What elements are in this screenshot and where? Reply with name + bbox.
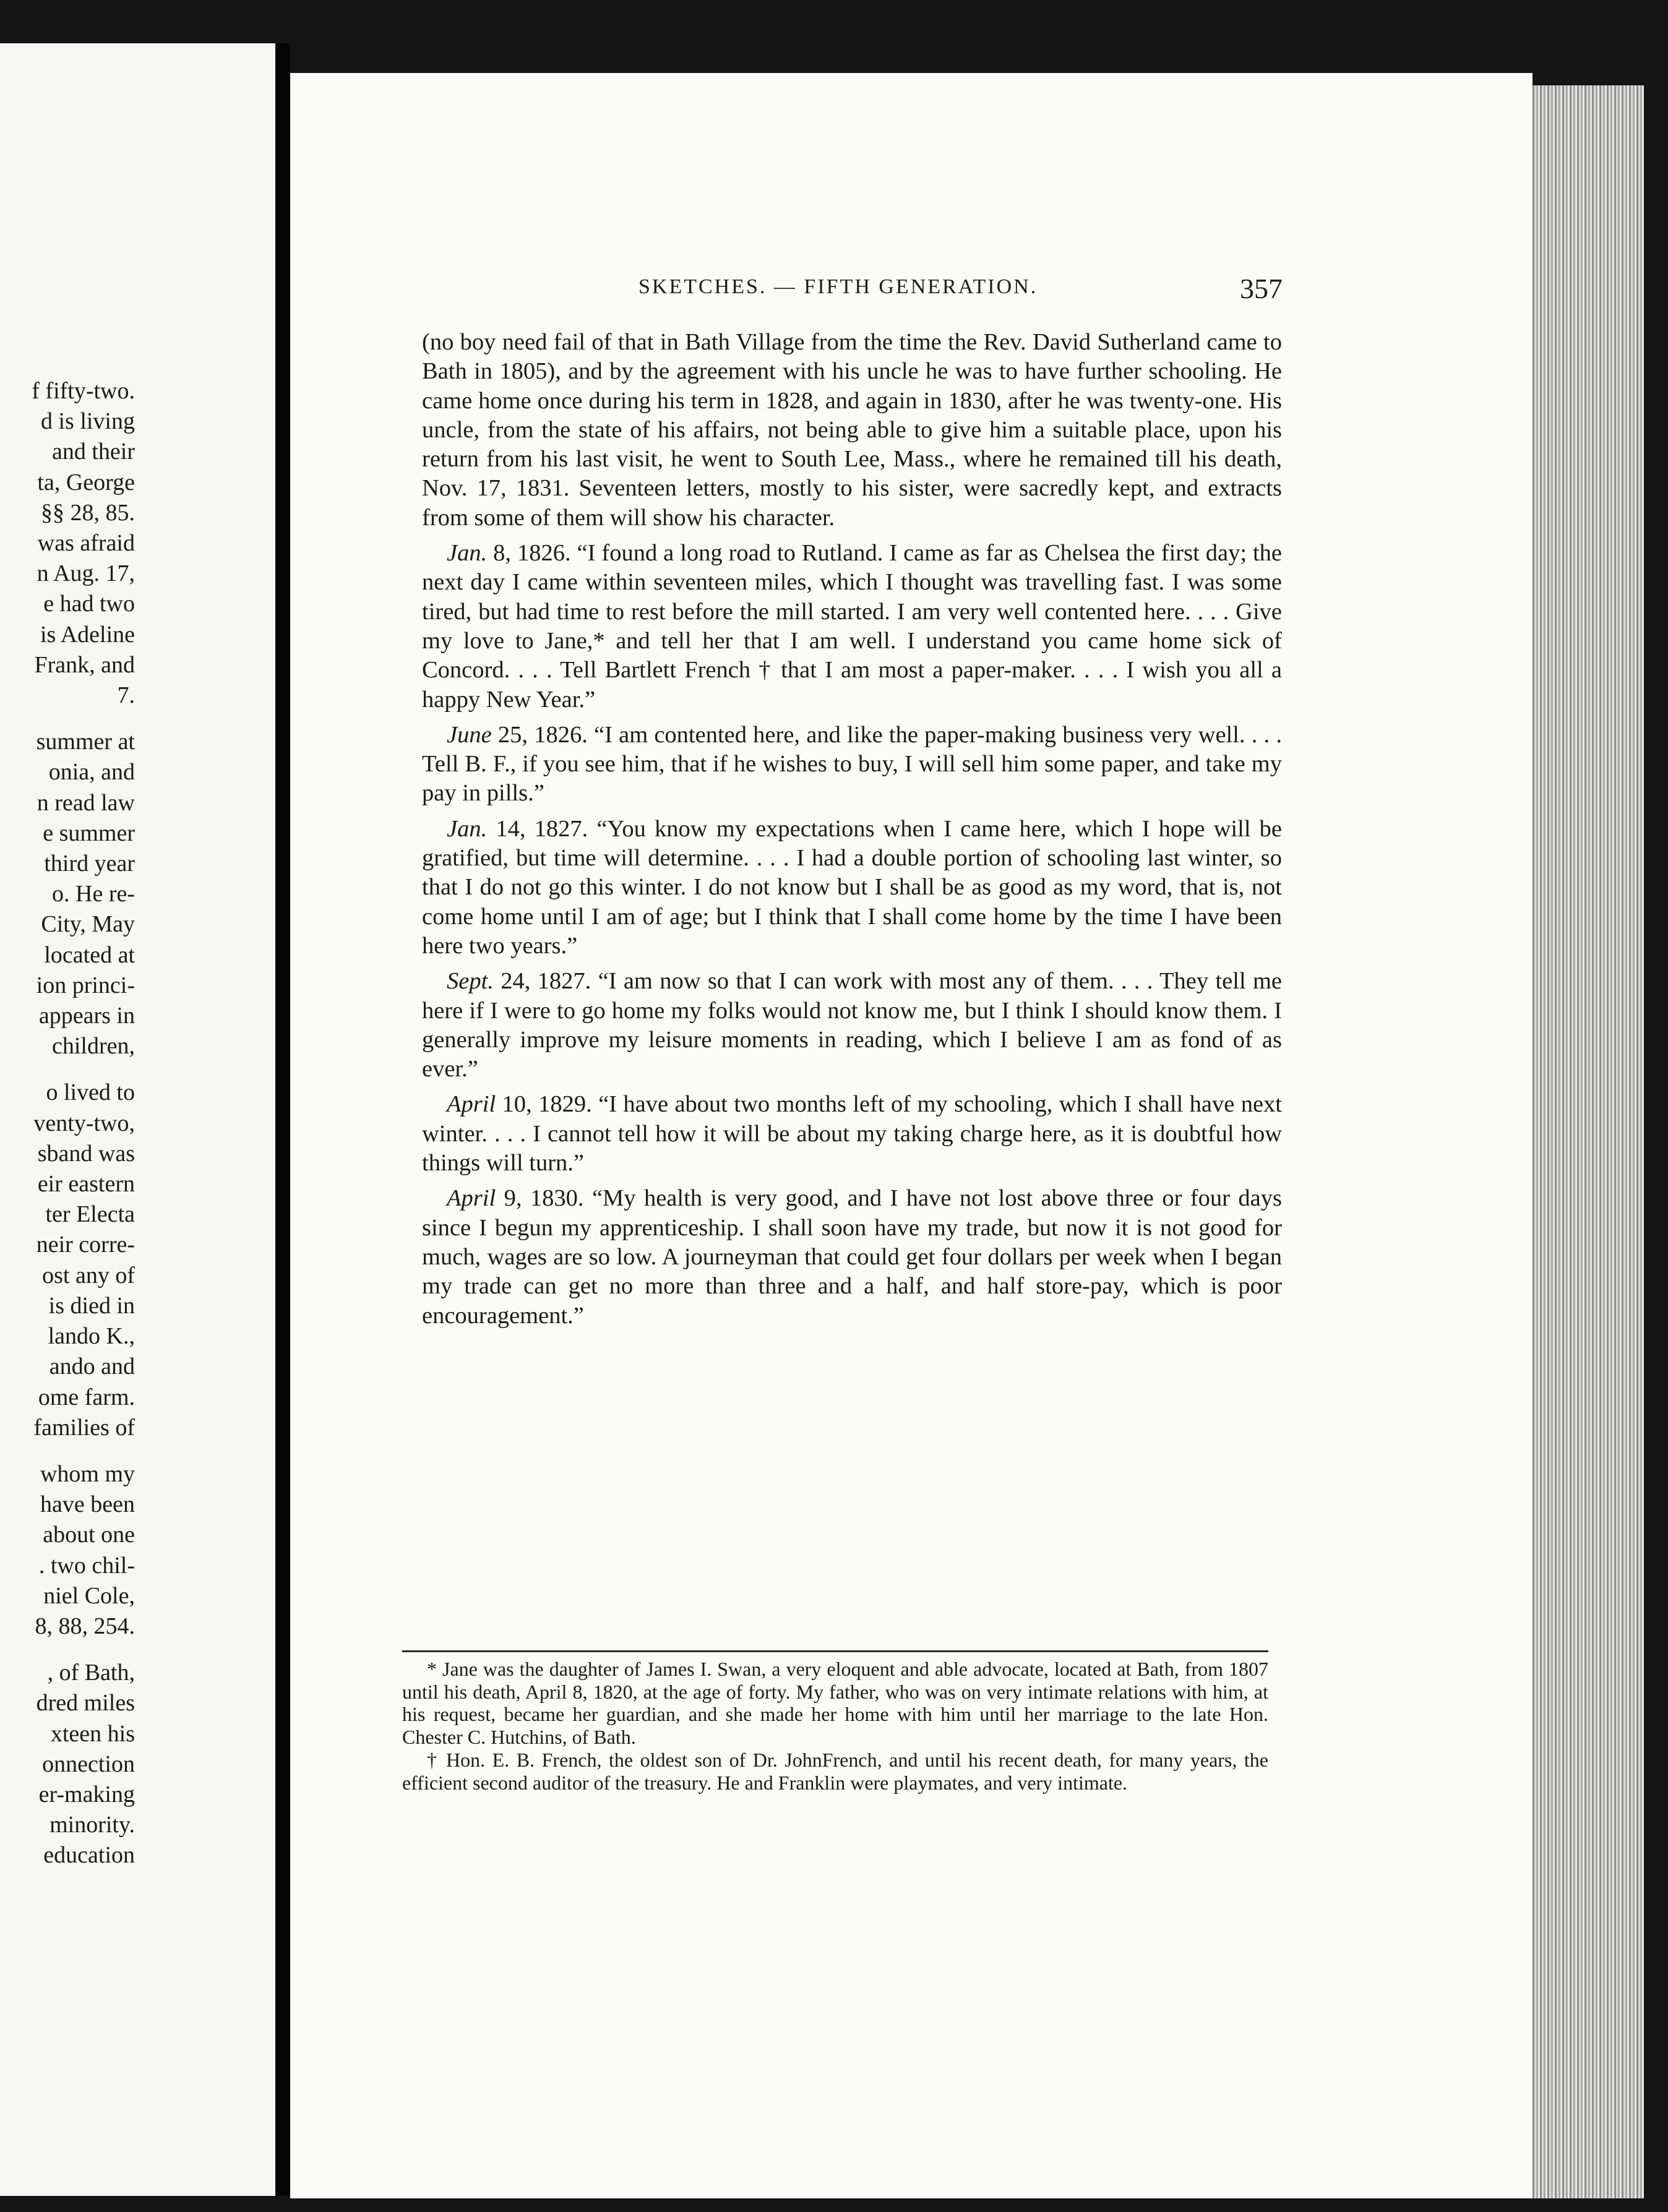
running-head: SKETCHES. — FIFTH GENERATION. — [638, 275, 1038, 298]
footnote: † Hon. E. B. French, the oldest son of Dr. JohnFrench, and until his recent death, for many years, the efficient second auditor of the treasury. He and Franklin were playmates, and very intimate. — [402, 1748, 1268, 1794]
text-line: lando K., — [48, 1323, 135, 1350]
text-line: o lived to — [46, 1079, 135, 1106]
footnote-divider — [402, 1650, 1268, 1652]
text-line: have been — [40, 1491, 135, 1518]
page-number: 357 — [1240, 273, 1283, 304]
entry-month: June — [447, 721, 492, 748]
entry-text: 25, 1826. “I am contented here, and like the paper-making business very well. . . . Tell B. F., if you see him, that if he wishes to buy, I will sell him some paper, and take my pay in pills.” — [422, 721, 1282, 807]
previous-page-text — [0, 376, 135, 1871]
entry-month: April — [447, 1091, 496, 1118]
text-line: children, — [51, 1033, 135, 1060]
text-line: third year — [44, 851, 135, 877]
text-line: . two chil- — [38, 1552, 135, 1579]
text-line: and their — [51, 439, 135, 465]
text-line: onia, and — [48, 759, 135, 786]
text-line: appears in — [38, 1003, 135, 1029]
text-line: neir corre- — [36, 1232, 135, 1258]
text-line: was afraid — [37, 530, 135, 557]
text-line: Frank, and — [34, 651, 135, 678]
text-line: located at — [44, 941, 135, 968]
text-line: d is living — [40, 408, 135, 435]
text-line: venty-two, — [33, 1110, 135, 1136]
text-line: minority. — [49, 1812, 135, 1838]
text-line: onnection — [42, 1751, 135, 1777]
text-line: about one — [43, 1522, 135, 1548]
book-gutter — [275, 43, 290, 2196]
text-line: ost any of — [42, 1262, 135, 1288]
previous-page — [0, 43, 275, 2196]
letter-entry — [422, 1184, 1282, 1330]
letter-entry — [422, 539, 1282, 714]
entry-month: Jan. — [447, 540, 488, 567]
text-line: ta, George — [37, 469, 135, 495]
letter-entry — [422, 967, 1282, 1084]
text-line: n read law — [37, 789, 135, 816]
text-line: sband was — [37, 1140, 135, 1167]
footnote: * Jane was the daughter of James I. Swan, a very eloquent and able advocate, located at Bath, from 1807 until his death, April 8, 1820, at the age of forty. My father, who was on very intimate relations with him, at his request, became her guardian, and she made her home with him until her marriage to the late Hon. Chester C. Hutchins, of Bath. — [402, 1658, 1268, 1749]
text-line: eir eastern — [37, 1171, 135, 1198]
text-line: whom my — [40, 1460, 135, 1487]
letter-entry — [422, 815, 1282, 961]
entry-month: Sept. — [447, 968, 494, 995]
body-text — [422, 328, 1282, 1331]
text-line: families of — [33, 1414, 135, 1441]
text-line: ando and — [49, 1353, 135, 1380]
text-line: , of Bath, — [47, 1660, 135, 1686]
page-edges — [1533, 85, 1644, 2198]
entry-text: 14, 1827. “You know my expectations when I came here, which I hope will be gratified, but time will determine. . . . I had a double portion of schooling last winter, so that I do not go this winter. I do not know but I shall be as good as my word, that is, not come home until I am of age; but I think that I shall come home by the time I have been here two years.” — [422, 815, 1282, 959]
text-line: e summer — [43, 820, 135, 846]
text-line: 8, 88, 254. — [35, 1613, 135, 1639]
text-line: City, May — [41, 911, 135, 938]
text-line: niel Cole, — [43, 1582, 135, 1609]
text-line: ion princi- — [36, 972, 135, 998]
footnotes — [402, 1658, 1268, 1794]
text-line: §§ 28, 85. — [41, 499, 135, 526]
text-line: er-making — [38, 1781, 135, 1807]
letter-entry — [422, 1090, 1282, 1178]
entry-text: 10, 1829. “I have about two months left of my schooling, which I shall have next winter. . . . I cannot tell how it will be about my taking charge here, as it is doubtful how things will turn.” — [422, 1091, 1282, 1177]
text-line: n Aug. 17, — [37, 560, 135, 587]
letter-entry — [422, 721, 1282, 808]
text-line: e had two — [43, 591, 135, 617]
entry-month: Jan. — [447, 815, 488, 842]
text-line: is Adeline — [40, 621, 135, 648]
entry-text: 8, 1826. “I found a long road to Rutland. I came as far as Chelsea the first day; the next day I came within seventeen miles, which I thought was travelling fast. I was some tired, but had time to rest before the mill started. I am very well contented here. . . . Give my love to Jane,* and tell her that I am well. I understand you came home sick of Concord. . . . Tell Bartlett French † that I am most a paper-maker. . . . I wish you all a happy New Year.” — [422, 540, 1282, 713]
text-line: ome farm. — [38, 1384, 135, 1410]
text-line: 7. — [117, 682, 135, 709]
text-line: is died in — [48, 1292, 135, 1319]
intro-paragraph: (no boy need fail of that in Bath Village from the time the Rev. David Sutherland came to Bath in 1805), and by the agreement with his uncle he was to have further schooling. He came home once during his term in 1828, and again in 1830, after he was twenty-one. His uncle, from the state of his affairs, not being able to give him a suitable place, upon his return from his last visit, he went to South Lee, Mass., where he remained till his death, Nov. 17, 1831. Seventeen letters, mostly to his sister, were sacredly kept, and extracts from some of them will show his character. — [422, 329, 1282, 531]
entry-month: April — [447, 1185, 496, 1212]
text-line: summer at — [36, 729, 135, 755]
text-line: education — [43, 1842, 135, 1869]
entry-text: 9, 1830. “My health is very good, and I have not lost above three or four days since I begun my apprenticeship. I shall soon have my trade, but now it is not good for much, wages are so low. A journeyman that could get four dollars per week when I began my trade can get no more than three and a half, and half store-pay, which is poor encouragement.” — [422, 1185, 1282, 1329]
text-line: ter Electa — [45, 1201, 135, 1228]
entry-text: 24, 1827. “I am now so that I can work with most any of them. . . . They tell me here if I were to go home my folks would not know me, but I think I should know them. I generally improve my leisure moments in reading, which I believe I am as fond of as ever.” — [422, 968, 1282, 1082]
text-line: dred miles — [36, 1690, 135, 1717]
text-line: o. He re- — [52, 881, 135, 907]
text-line: xteen his — [50, 1720, 135, 1747]
text-line: f fifty-two. — [32, 378, 135, 404]
